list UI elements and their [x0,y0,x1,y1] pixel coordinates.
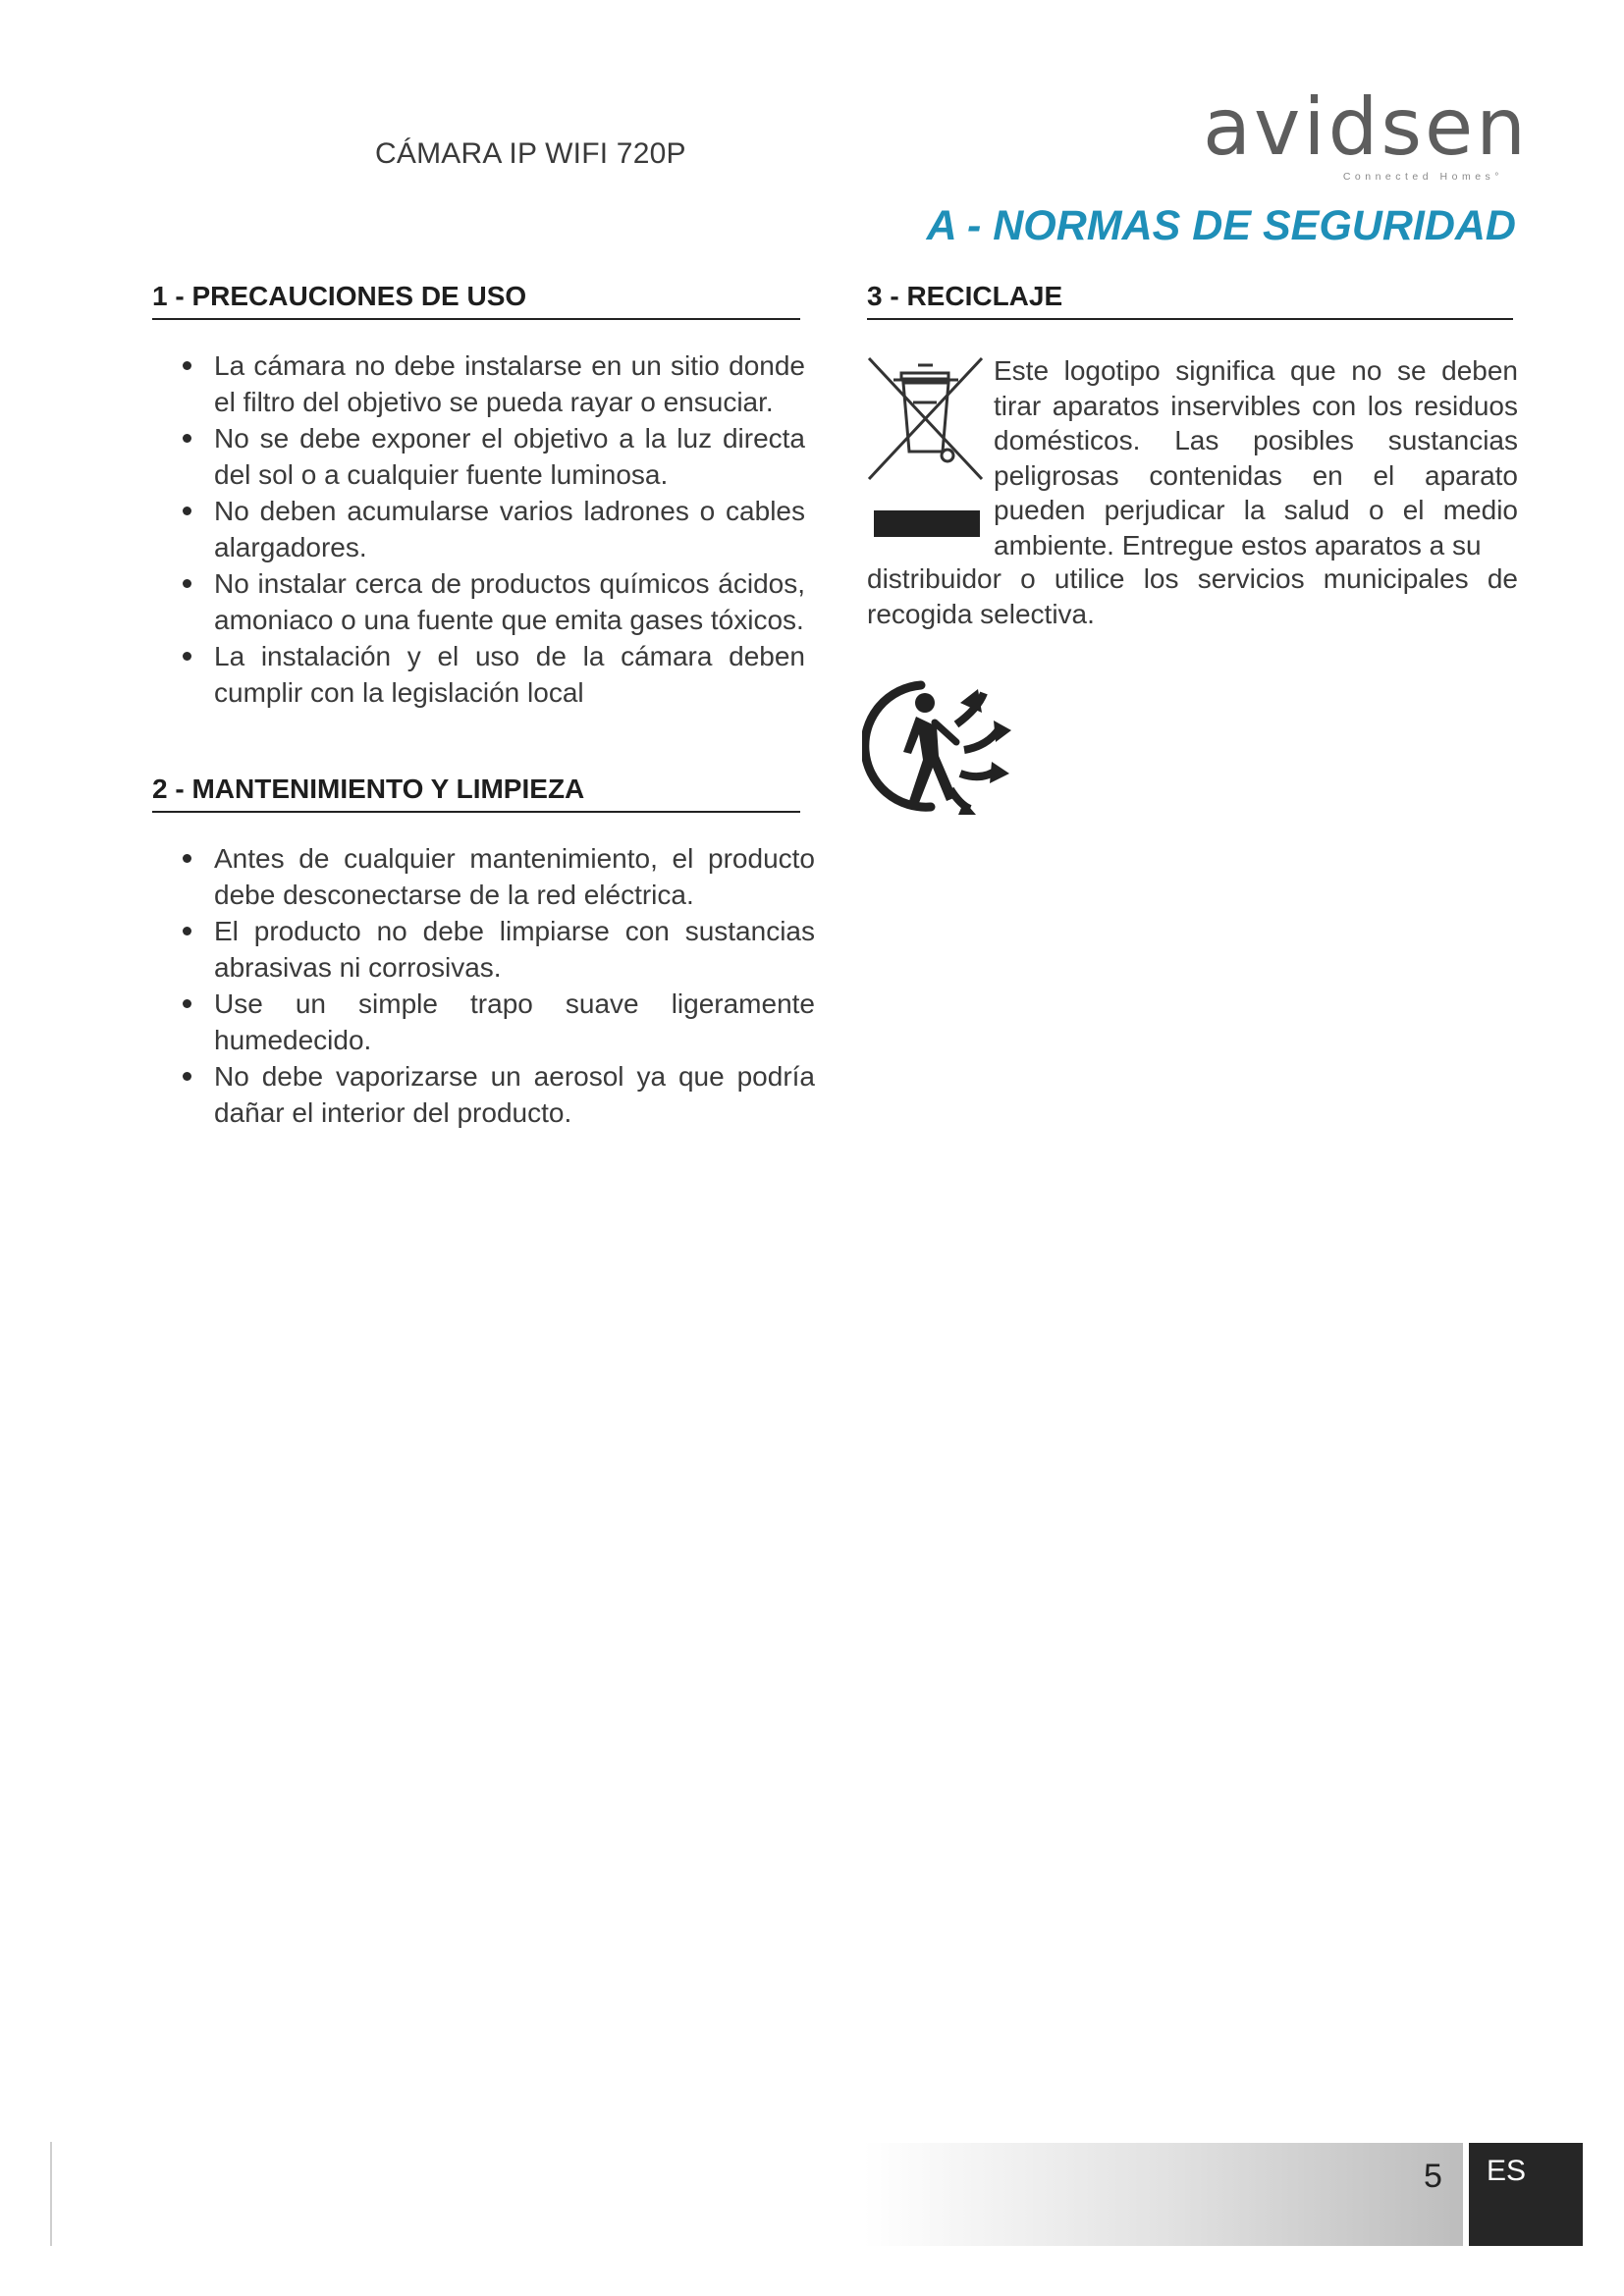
list-item: No debe vaporizarse un aerosol ya que podría dañar el interior del producto. [177,1058,815,1131]
footer-gradient-bar [864,2143,1463,2246]
logo-tagline: Connected Homes° [1342,171,1503,183]
list-item: La cámara no debe instalarse en un sitio donde el filtro del objetivo se pueda rayar o ensuciar. [177,347,805,420]
mantenimiento-list [177,840,815,1131]
language-label: ES [1487,2155,1527,2187]
page-number: 5 [1424,2158,1442,2195]
precauciones-list [177,347,805,711]
document-title: CÁMARA IP WIFI 720P [375,137,686,170]
margin-line [50,2142,52,2246]
avidsen-logo [1203,81,1529,185]
list-item: No instalar cerca de productos químicos ácidos, amoniaco o una fuente que emita gases tóxicos. [177,565,805,638]
list-item: No deben acumularse varios ladrones o cables alargadores. [177,493,805,565]
crossed-out-wheelie-bin-icon [864,353,987,540]
language-tab [1469,2143,1583,2246]
list-item: La instalación y el uso de la cámara deben cumplir con la legislación local [177,638,805,711]
logo-wordmark: avidsen [1203,81,1529,173]
list-item: Use un simple trapo suave ligeramente humedecido. [177,986,815,1058]
reciclaje-text-continued: distribuidor o utilice los servicios municipales de recogida selectiva. [867,563,1518,629]
list-item: Antes de cualquier mantenimiento, el producto debe desconectarse de la red eléctrica. [177,840,815,913]
list-item: El producto no debe limpiarse con sustancias abrasivas ni corrosivas. [177,913,815,986]
list-item: No se debe exponer el objetivo a la luz directa del sol o a cualquier fuente luminosa. [177,420,805,493]
triman-recycling-icon [862,671,1019,819]
heading-precauciones: 1 - PRECAUCIONES DE USO [152,281,800,320]
heading-reciclaje: 3 - RECICLAJE [867,281,1513,320]
section-title: A - NORMAS DE SEGURIDAD [926,202,1516,249]
heading-mantenimiento: 2 - MANTENIMIENTO Y LIMPIEZA [152,774,800,813]
reciclaje-text: Este logotipo significa que no se deben tirar aparatos inservibles con los residuos domésticos. Las posibles sustancias peligrosas contenidas en el aparato pueden perjudicar la salud o el medio ambiente. Entregue estos aparatos a su [994,355,1518,561]
